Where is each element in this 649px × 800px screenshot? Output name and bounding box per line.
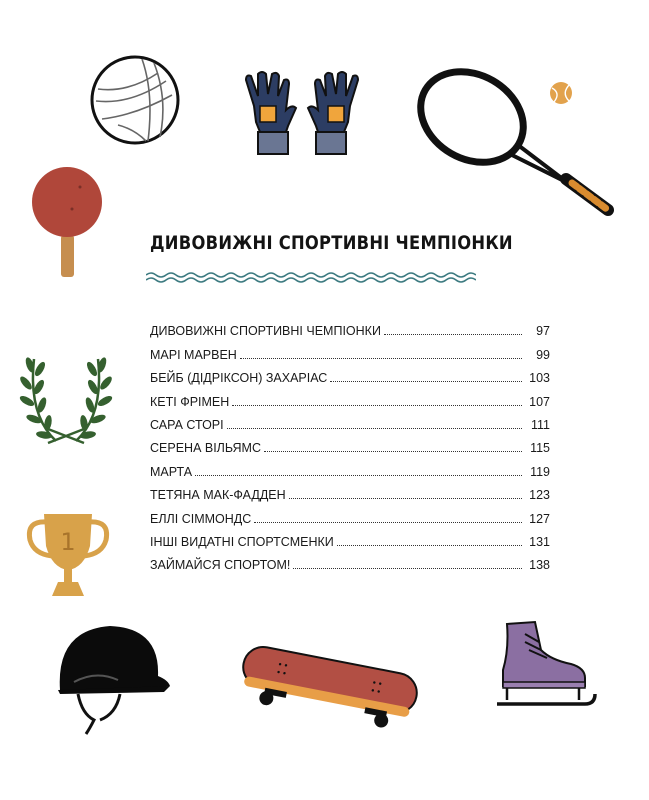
toc-entry[interactable] <box>150 315 550 338</box>
toc-entry[interactable] <box>150 409 550 432</box>
skateboard-icon <box>238 640 422 732</box>
toc-entry[interactable] <box>150 385 550 408</box>
toc-entry[interactable] <box>150 338 550 361</box>
dot-leader <box>293 568 522 569</box>
toc-entry-page: 99 <box>536 347 550 362</box>
ping-pong-paddle-icon <box>30 165 106 280</box>
toc-entry-title: СЕРЕНА ВІЛЬЯМС <box>150 441 261 456</box>
toc-entry[interactable] <box>150 526 550 549</box>
goalkeeper-gloves-icon <box>242 70 362 156</box>
toc-entry-page: 138 <box>529 558 550 573</box>
toc-entry[interactable] <box>150 455 550 478</box>
dot-leader <box>330 381 522 382</box>
ice-skate-icon <box>495 620 599 716</box>
toc-entry-page: 127 <box>529 511 550 526</box>
laurel-wreath-icon <box>18 343 114 447</box>
toc-entry-page: 115 <box>530 441 550 456</box>
tennis-racket-icon <box>410 65 620 220</box>
toc-entry-title: ДИВОВИЖНІ СПОРТИВНІ ЧЕМПІОНКИ <box>150 324 381 339</box>
toc-entry[interactable] <box>150 549 550 572</box>
riding-helmet-icon <box>50 620 174 740</box>
toc-entry-page: 97 <box>536 324 550 339</box>
toc-entry[interactable] <box>150 362 550 385</box>
trophy-icon <box>22 510 114 605</box>
dot-leader <box>289 498 522 499</box>
dot-leader <box>384 334 522 335</box>
toc-entry[interactable] <box>150 502 550 525</box>
trophy-number: 1 <box>60 528 76 556</box>
toc-entry-title: МАРІ МАРВЕН <box>150 347 237 362</box>
dot-leader <box>240 358 522 359</box>
dot-leader <box>264 451 522 452</box>
toc-entry-page: 107 <box>529 394 550 409</box>
table-of-contents <box>150 315 550 572</box>
volleyball-icon <box>88 53 182 147</box>
toc-entry[interactable] <box>150 479 550 502</box>
toc-entry[interactable] <box>150 432 550 455</box>
dot-leader <box>195 475 522 476</box>
dot-leader <box>232 405 522 406</box>
dot-leader <box>227 428 522 429</box>
toc-entry-title: ЗАЙМАЙСЯ СПОРТОМ! <box>150 558 291 573</box>
wave-divider <box>146 270 476 284</box>
toc-entry-page: 131 <box>529 534 550 549</box>
toc-entry-title: ІНШІ ВИДАТНІ СПОРТСМЕНКИ <box>150 534 334 549</box>
dot-leader <box>254 522 522 523</box>
toc-entry-title: ТЕТЯНА МАК-ФАДДЕН <box>150 488 286 503</box>
toc-entry-title: МАРТА <box>150 464 193 479</box>
toc-entry-title: БЕЙБ (ДІДРІКСОН) ЗАХАРІАС <box>150 371 328 386</box>
toc-entry-title: ЕЛЛІ СІММОНДС <box>150 511 252 526</box>
toc-entry-title: САРА СТОРІ <box>150 417 224 432</box>
toc-entry-page: 111 <box>530 417 550 432</box>
tennis-ball-icon <box>548 80 574 106</box>
page-title: ДИВОВИЖНІ СПОРТИВНІ ЧЕМПІОНКИ <box>150 232 513 254</box>
toc-entry-title: КЕТІ ФРІМЕН <box>150 394 230 409</box>
dot-leader <box>337 545 522 546</box>
toc-entry-page: 103 <box>529 371 550 386</box>
toc-entry-page: 123 <box>529 488 550 503</box>
toc-entry-page: 119 <box>530 464 550 479</box>
